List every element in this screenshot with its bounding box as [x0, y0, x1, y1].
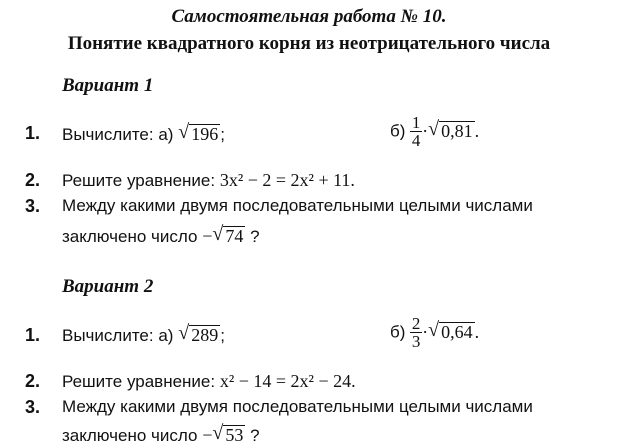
- task-number: 1.: [25, 123, 41, 143]
- equation: 3x² − 2 = 2x² + 11.: [219, 170, 355, 190]
- variant-2-heading: Вариант 2: [62, 276, 154, 297]
- radicand: 74: [225, 226, 244, 246]
- sqrt-expression: √ 53: [212, 422, 244, 445]
- radicand: 196: [191, 124, 219, 144]
- equation: x² − 14 = 2x² − 24.: [219, 371, 356, 391]
- task-number: 1.: [25, 325, 41, 345]
- task-prefix: Вычислите: а): [62, 326, 174, 345]
- task-text-line2: заключено число − √ 74 ?: [62, 223, 260, 246]
- radicand: 0,81: [441, 121, 473, 141]
- sqrt-expression: √ 0,64: [428, 319, 473, 342]
- task-number: 3.: [25, 397, 41, 417]
- variant-1-heading: Вариант 1: [62, 75, 154, 96]
- task-part-b: б) $\frac{1}{4}$ · √ 0,81 .: [390, 113, 480, 150]
- fraction: $\frac{1}{4}$: [411, 113, 421, 150]
- task-text-line1: Между какими двумя последовательными целыми числами: [62, 397, 533, 416]
- task-text: [62, 371, 356, 392]
- task-text-line2: заключено число − √ 53 ?: [62, 422, 260, 445]
- sqrt-expression: √ 0,81: [428, 118, 473, 141]
- task-prefix: Решите уравнение:: [62, 171, 216, 190]
- radicand: 0,64: [441, 322, 473, 342]
- task-prefix: Вычислите: а): [62, 125, 174, 144]
- task-number: 2.: [25, 371, 41, 391]
- task-text-line1: Между какими двумя последовательными целыми числами: [62, 196, 533, 215]
- task-number: 2.: [25, 170, 41, 190]
- fraction: $\frac{2}{3}$: [411, 314, 421, 351]
- sqrt-expression: √ 289: [178, 322, 219, 345]
- part-b-label: б): [390, 322, 406, 342]
- task-prefix: Решите уравнение:: [62, 372, 216, 391]
- task-part-b: б) $\frac{2}{3}$ · √ 0,64 .: [390, 314, 480, 351]
- worksheet-subtitle: Понятие квадратного корня из неотрицательного числа: [67, 33, 551, 54]
- task-text: Вычислите: а) √ 289 ;: [62, 322, 225, 345]
- task-number: 3.: [25, 196, 41, 216]
- radicand: 53: [225, 425, 244, 445]
- radicand: 289: [191, 325, 219, 345]
- task-text: Вычислите: а) √ 196 ;: [62, 121, 225, 144]
- worksheet-title: Самостоятельная работа № 10.: [171, 6, 447, 27]
- sqrt-expression: √ 196: [178, 121, 219, 144]
- sqrt-expression: √ 74: [212, 223, 244, 246]
- part-b-label: б): [390, 121, 406, 141]
- task-text: [62, 170, 355, 191]
